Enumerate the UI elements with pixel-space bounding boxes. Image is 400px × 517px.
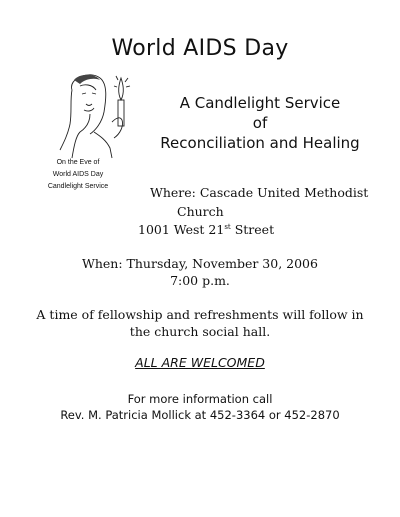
caption-line: World AIDS Day	[52, 171, 104, 178]
service-line: of	[252, 114, 268, 132]
service-title	[145, 93, 375, 153]
woman-holding-candle-icon	[50, 70, 160, 160]
caption-line: Candlelight Service	[47, 183, 109, 190]
fellowship-line: A time of fellowship and refreshments will follow in	[36, 307, 364, 322]
info-line: For more information call	[127, 392, 273, 406]
time-line: 7:00 p.m.	[170, 273, 230, 288]
caption-line: On the Eve of	[56, 159, 100, 166]
welcome-text: ALL ARE WELCOMED	[135, 355, 265, 370]
contact-line: Rev. M. Patricia Mollick at 452-3364 or 452-2870	[60, 408, 340, 422]
where-line: Where: Cascade United Methodist	[150, 185, 369, 200]
service-line: A Candlelight Service	[179, 94, 341, 112]
flyer-title: World AIDS Day	[111, 36, 289, 61]
illustration-caption	[18, 157, 138, 193]
address-line: 1001 West 21st Street	[138, 222, 275, 237]
where-church-line: Church	[177, 204, 224, 219]
when-line: When: Thursday, November 30, 2006	[82, 256, 318, 271]
service-line: Reconciliation and Healing	[160, 134, 360, 152]
fellowship-line: the church social hall.	[129, 324, 271, 339]
